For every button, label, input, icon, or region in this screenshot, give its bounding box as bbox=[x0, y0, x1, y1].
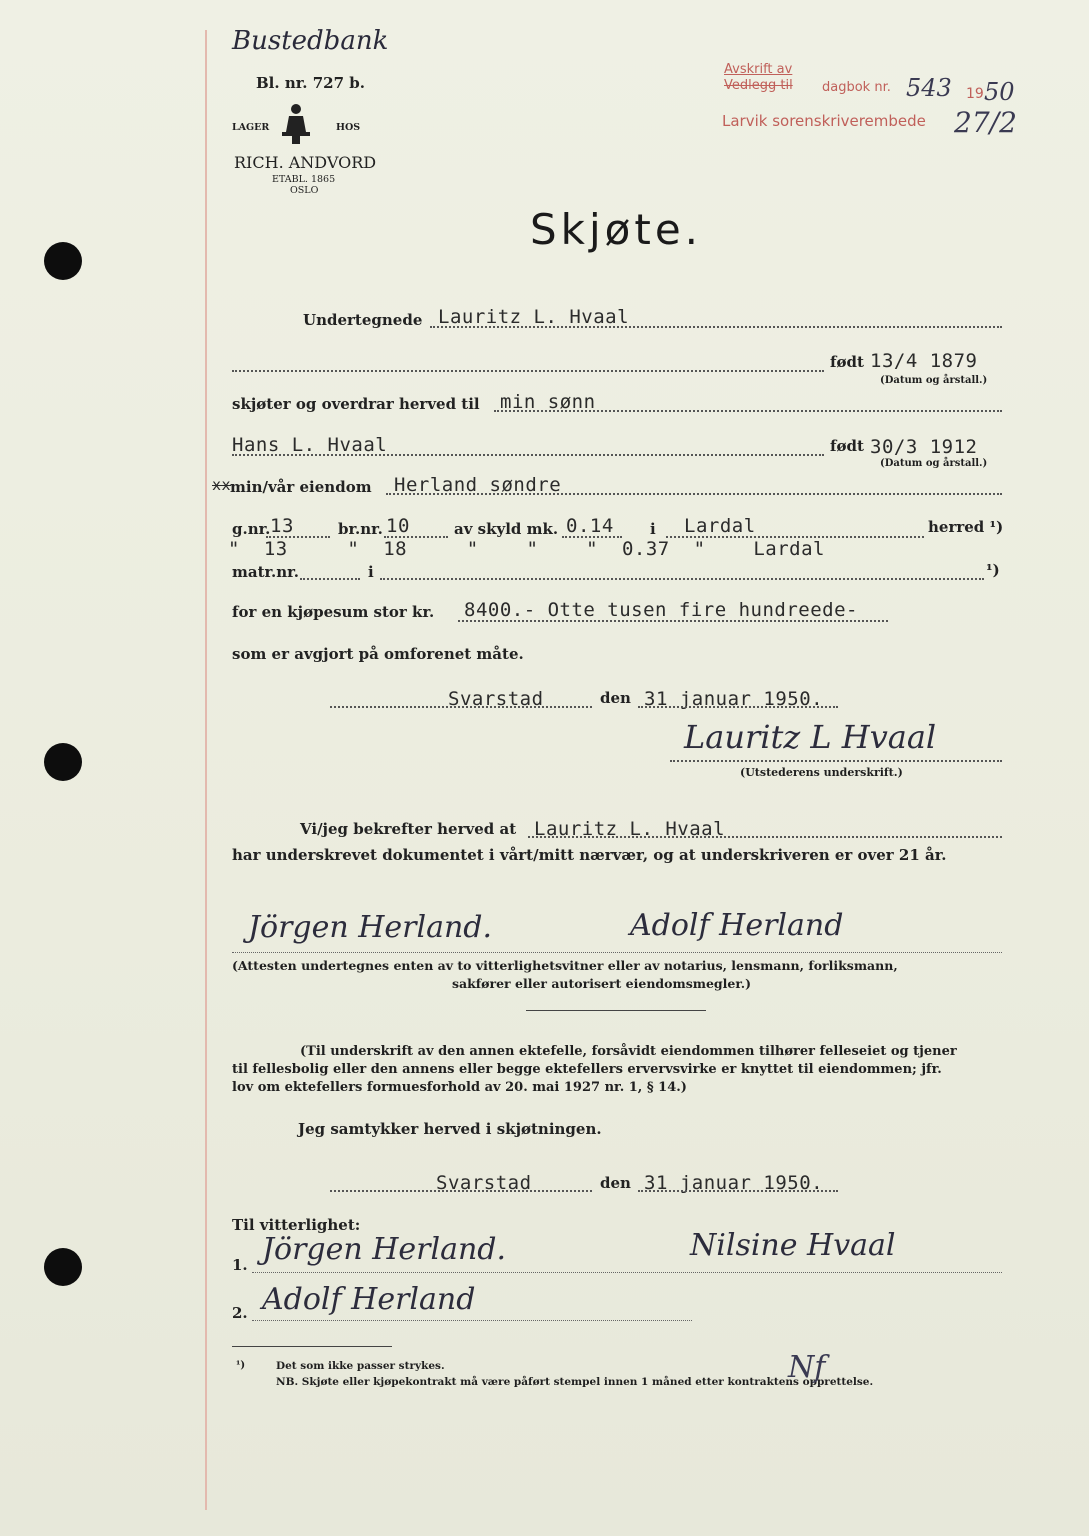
undertegnede-value: Lauritz L. Hvaal bbox=[438, 306, 630, 328]
date-2: 31 januar 1950. bbox=[644, 1172, 824, 1194]
place-2: Svarstad bbox=[436, 1172, 532, 1194]
fodt-label-2: født bbox=[830, 437, 864, 455]
initials-handwritten: Nf bbox=[788, 1350, 826, 1385]
issuer-signature: Lauritz L Hvaal bbox=[684, 718, 937, 756]
spouse-para-line-3: lov om ektefellers formuesforhold av 20. mai 1927 nr. 1, § 14.) bbox=[232, 1080, 687, 1095]
stamp-date-hand: 27/2 bbox=[954, 106, 1017, 139]
dotted-line bbox=[458, 620, 888, 622]
date-1: 31 januar 1950. bbox=[644, 688, 824, 710]
hos-label: HOS bbox=[336, 122, 361, 133]
dotted-line bbox=[638, 706, 838, 708]
dotted-line bbox=[232, 454, 824, 456]
lager-label: LAGER bbox=[232, 122, 270, 133]
attest-line-2: har underskrevet dokumentet i vårt/mitt nærvær, og at underskriveren er over 21 år. bbox=[232, 846, 947, 864]
footnote-mark: ¹) bbox=[986, 561, 1000, 579]
datum-note-2: (Datum og årstall.) bbox=[880, 458, 988, 469]
attest-witness-b-signature: Adolf Herland bbox=[630, 908, 844, 943]
undertegnede-label: Undertegnede bbox=[303, 311, 423, 329]
punch-hole-middle bbox=[44, 743, 82, 781]
skyld-value: 0.14 bbox=[566, 515, 614, 537]
margin-line bbox=[205, 30, 207, 1510]
punch-hole-top bbox=[44, 242, 82, 280]
stamp-dagbok-number: 543 bbox=[906, 74, 952, 102]
matrnr-label: matr.nr. bbox=[232, 563, 299, 581]
attest-label: Vi/jeg bekrefter herved at bbox=[300, 820, 517, 838]
receiver-value: Hans L. Hvaal bbox=[232, 434, 388, 456]
separator-rule bbox=[526, 1010, 706, 1011]
dotted-line bbox=[430, 326, 1002, 328]
publisher-name: RICH. ANDVORD bbox=[234, 153, 377, 172]
dotted-line bbox=[528, 836, 1002, 838]
attest-value: Lauritz L. Hvaal bbox=[534, 818, 726, 840]
signature-line bbox=[232, 952, 1002, 953]
eiendom-struck-prefix: xx bbox=[212, 476, 232, 494]
fodt-value-1: 13/4 1879 bbox=[870, 350, 978, 372]
witness-1-signature: Jörgen Herland. bbox=[262, 1232, 507, 1267]
kjopesum-value: 8400.- Otte tusen fire hundreede- bbox=[464, 599, 858, 621]
signature-line bbox=[252, 1272, 1002, 1273]
dotted-line bbox=[494, 410, 1002, 412]
dotted-line bbox=[386, 493, 1002, 495]
spouse-signature: Nilsine Hvaal bbox=[690, 1228, 896, 1263]
eiendom-value: Herland søndre bbox=[394, 474, 562, 496]
dotted-line bbox=[330, 706, 592, 708]
skjoter-label: skjøter og overdrar herved til bbox=[232, 395, 480, 413]
attest-note-line-1: (Attesten undertegnes enten av to vitterlighetsvitner eller av notarius, lensmann, forliksmann, bbox=[232, 958, 898, 973]
stamp-court-name: Larvik sorenskriverembede bbox=[722, 112, 926, 130]
footnote-mark-bottom: ¹) bbox=[236, 1360, 246, 1371]
stamp-year-printed: 19 bbox=[966, 86, 984, 102]
fodt-value-2: 30/3 1912 bbox=[870, 436, 978, 458]
kjopesum-label: for en kjøpesum stor kr. bbox=[232, 603, 435, 621]
witness-2-signature: Adolf Herland bbox=[262, 1282, 476, 1317]
dotted-line bbox=[670, 760, 1002, 762]
publisher-city: OSLO bbox=[290, 185, 319, 196]
skjoter-value: min sønn bbox=[500, 391, 596, 413]
handwritten-note: Bustedbank bbox=[232, 26, 389, 56]
spouse-para-line-2: til fellesbolig eller den annens eller begge ektefellers ervervsvirke er knyttet til eiendommen; jfr. bbox=[232, 1062, 942, 1077]
witness-number-1: 1. bbox=[232, 1256, 248, 1274]
form-number: Bl. nr. 727 b. bbox=[256, 74, 365, 92]
datum-note-1: (Datum og årstall.) bbox=[880, 375, 988, 386]
witness-number-2: 2. bbox=[232, 1304, 248, 1322]
brnr-value: 10 bbox=[386, 515, 410, 537]
eiendom-label: min/vår eiendom bbox=[230, 478, 372, 496]
stamp-vedlegg: Vedlegg til bbox=[724, 78, 793, 93]
property-row-2: " 13 " 18 " " " 0.37 " Lardal bbox=[228, 538, 825, 560]
footnote-rule bbox=[232, 1346, 392, 1347]
printer-figure-icon bbox=[280, 102, 312, 146]
stamp-dagbok-label: dagbok nr. bbox=[822, 80, 891, 95]
avgjort-text: som er avgjort på omforenet måte. bbox=[232, 645, 524, 663]
issuer-signature-caption: (Utstederens underskrift.) bbox=[740, 766, 903, 779]
dotted-line bbox=[638, 1190, 838, 1192]
gnr-value: 13 bbox=[270, 515, 294, 537]
matr-i-label: i bbox=[368, 563, 374, 581]
herred-value: Lardal bbox=[684, 515, 756, 537]
stamp-year-hand: 50 bbox=[984, 78, 1015, 106]
attest-note-line-2: sakfører eller autorisert eiendomsmegler.) bbox=[452, 976, 752, 991]
stamp-avskrift: Avskrift av bbox=[724, 62, 793, 77]
herred-label: herred ¹) bbox=[928, 518, 1004, 536]
den-label-2: den bbox=[600, 1174, 631, 1192]
spouse-para-line-1: (Til underskrift av den annen ektefelle, forsåvidt eiendommen tilhører felleseiet og tjener bbox=[300, 1044, 957, 1059]
dotted-line bbox=[300, 578, 360, 580]
consent-text: Jeg samtykker herved i skjøtningen. bbox=[298, 1120, 602, 1138]
document-title: Skjøte. bbox=[530, 205, 703, 254]
attest-witness-a-signature: Jörgen Herland. bbox=[248, 910, 493, 945]
footnote-line-2: NB. Skjøte eller kjøpekontrakt må være påført stempel innen 1 måned etter kontraktens opprettelse. bbox=[276, 1376, 874, 1388]
punch-hole-bottom bbox=[44, 1248, 82, 1286]
dotted-line bbox=[330, 1190, 592, 1192]
established-year: ETABL. 1865 bbox=[272, 174, 336, 185]
fodt-label: født bbox=[830, 353, 864, 371]
i-label: i bbox=[650, 520, 656, 538]
footnote-line-1: Det som ikke passer strykes. bbox=[276, 1360, 445, 1372]
gnr-label: g.nr. bbox=[232, 520, 271, 538]
dotted-line bbox=[380, 578, 984, 580]
brnr-label: br.nr. bbox=[338, 520, 383, 538]
vitterlighet-label: Til vitterlighet: bbox=[232, 1216, 361, 1234]
place-1: Svarstad bbox=[448, 688, 544, 710]
den-label-1: den bbox=[600, 689, 631, 707]
skyld-label: av skyld mk. bbox=[454, 520, 559, 538]
signature-line bbox=[252, 1320, 692, 1321]
dotted-line bbox=[232, 370, 824, 372]
